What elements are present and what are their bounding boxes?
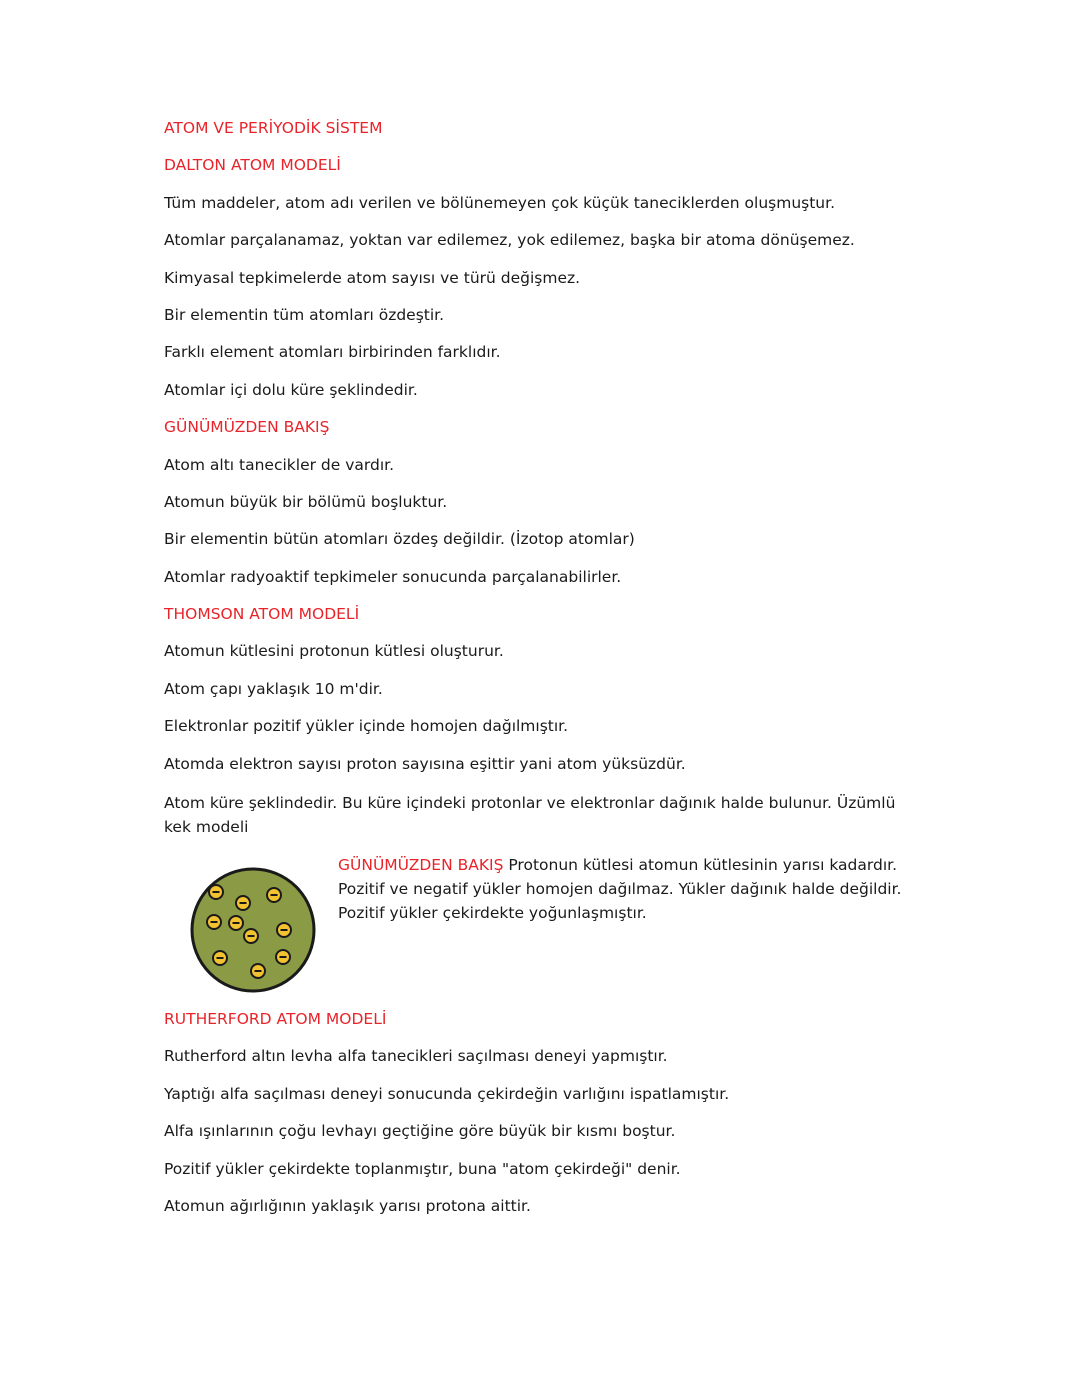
- dalton-today-point: Atomun büyük bir bölümü boşluktur.: [164, 492, 448, 511]
- thomson-point: Atom küre şeklindedir. Bu küre içindeki protonlar ve elektronlar dağınık halde bulunur. Üzümlü kek modeli: [164, 794, 896, 837]
- dalton-point: Kimyasal tepkimelerde atom sayısı ve türü değişmez.: [164, 268, 581, 287]
- dalton-point: Atomlar parçalanamaz, yoktan var edilemez, yok edilemez, başka bir atoma dönüşemez.: [164, 231, 855, 250]
- electron-icon: [267, 888, 281, 902]
- dalton-point: Bir elementin tüm atomları özdeştir.: [164, 305, 445, 324]
- thomson-today-block: [164, 851, 924, 1001]
- electron-icon: [213, 951, 227, 965]
- thomson-point: Atomun kütlesini protonun kütlesi oluşturur.: [164, 642, 504, 661]
- thomson-point: Elektronlar pozitif yükler içinde homojen dağılmıştır.: [164, 717, 569, 736]
- electron-icon: [251, 964, 265, 978]
- rutherford-point: Pozitif yükler çekirdekte toplanmıştır, buna "atom çekirdeği" denir.: [164, 1159, 681, 1178]
- dalton-today-point: Bir elementin bütün atomları özdeş değildir. (İzotop atomlar): [164, 530, 635, 549]
- electron-icon: [277, 923, 291, 937]
- thomson-today-text: Protonun kütlesi atomun kütlesinin yarısı kadardır. Pozitif ve negatif yükler homojen dağılmaz. Yükler dağınık halde değildir. Pozitif yükler çekirdekte yoğunlaşmıştır.: [338, 856, 902, 923]
- rutherford-point: Atomun ağırlığının yaklaşık yarısı protona aittir.: [164, 1196, 531, 1215]
- thomson-heading: THOMSON ATOM MODELİ: [164, 605, 360, 624]
- dalton-point: Tüm maddeler, atom adı verilen ve bölünemeyen çok küçük taneciklerden oluşmuştur.: [164, 193, 836, 212]
- plum-pudding-model-icon: [188, 865, 318, 995]
- electron-icon: [236, 896, 250, 910]
- document-title: ATOM VE PERİYODİK SİSTEM: [164, 119, 383, 137]
- thomson-point: Atomda elektron sayısı proton sayısına eşittir yani atom yüksüzdür.: [164, 754, 686, 773]
- dalton-point: Farklı element atomları birbirinden farklıdır.: [164, 343, 501, 362]
- rutherford-point: Alfa ışınlarının çoğu levhayı geçtiğine göre büyük bir kısmı boştur.: [164, 1122, 676, 1141]
- thomson-point: Atom çapı yaklaşık 10 m'dir.: [164, 679, 383, 698]
- rutherford-point: Yaptığı alfa saçılması deneyi sonucunda çekirdeğin varlığını ispatlamıştır.: [164, 1084, 730, 1103]
- electron-icon: [244, 929, 258, 943]
- electron-icon: [207, 915, 221, 929]
- dalton-today-point: Atom altı tanecikler de vardır.: [164, 455, 395, 474]
- rutherford-heading: RUTHERFORD ATOM MODELİ: [164, 1010, 387, 1029]
- dalton-heading: DALTON ATOM MODELİ: [164, 156, 341, 175]
- dalton-today-heading: GÜNÜMÜZDEN BAKIŞ: [164, 418, 330, 437]
- thomson-today-heading: GÜNÜMÜZDEN BAKIŞ: [338, 856, 504, 875]
- electron-icon: [209, 885, 223, 899]
- dalton-today-point: Atomlar radyoaktif tepkimeler sonucunda parçalanabilirler.: [164, 567, 622, 586]
- dalton-point: Atomlar içi dolu küre şeklindedir.: [164, 380, 418, 399]
- document-page: [164, 118, 924, 1233]
- thomson-today-text-block: [338, 853, 928, 925]
- electron-icon: [229, 916, 243, 930]
- rutherford-point: Rutherford altın levha alfa tanecikleri saçılması deneyi yapmıştır.: [164, 1047, 668, 1066]
- electron-icon: [276, 950, 290, 964]
